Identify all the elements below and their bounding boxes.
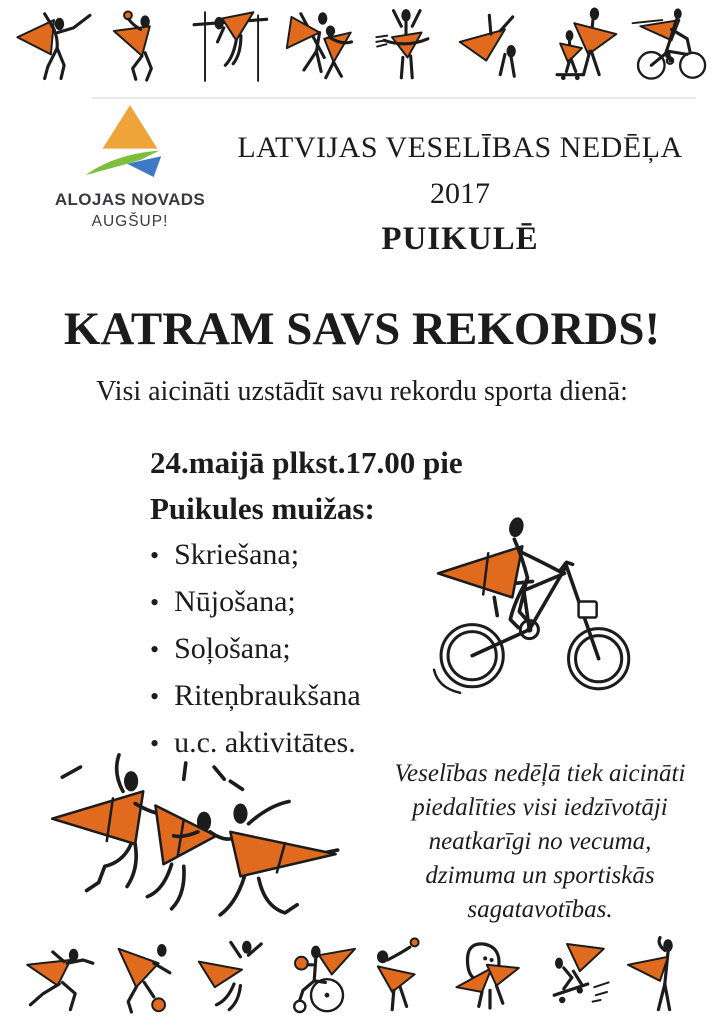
bullet-glyph: •: [150, 635, 160, 664]
note-line: dzimuma un sportiskās: [425, 862, 655, 889]
title-line-1: LATVIJAS VESELĪBAS NEDĒĻA: [237, 131, 683, 164]
activity-label: Soļošana;: [174, 632, 291, 665]
note-line: Veselības nedēļā tiek aicināti: [394, 760, 686, 787]
wheelchair-basketball-icon: [279, 936, 359, 1016]
note-line: piedalīties visi iedzīvotāji: [412, 794, 668, 821]
cartwheel-icon: [452, 6, 536, 84]
scooter-pair-icon: [540, 6, 624, 84]
crouch-figure-icon: [450, 936, 530, 1016]
headline: KATRAM SAVS REKORDS!: [63, 303, 661, 355]
ball-throw-icon: [100, 6, 184, 84]
subheadline: Visi aicināti uzstādīt savu rekordu sporta dienā:: [96, 376, 628, 407]
title-location: PUIKULĒ: [381, 221, 539, 257]
activity-label: Skriešana;: [174, 538, 300, 571]
shot-put-icon: [365, 936, 445, 1016]
divider-line: [92, 97, 696, 99]
hula-hoop-icon: [364, 6, 448, 84]
bullet-glyph: •: [150, 729, 160, 758]
high-jump-icon: [188, 6, 272, 84]
dance-pair-icon: [276, 6, 360, 84]
bullet-glyph: •: [150, 682, 160, 711]
running-icon: [24, 936, 104, 1016]
bullet-glyph: •: [150, 541, 160, 570]
celebrating-figures-illustration: [42, 742, 366, 946]
standing-figure-icon: [620, 936, 700, 1016]
football-icon: [109, 936, 189, 1016]
bullet-glyph: •: [150, 588, 160, 617]
cyclist-illustration: [428, 503, 694, 709]
fencing-icon: [12, 6, 96, 84]
note-line: sagatavotības.: [467, 896, 613, 923]
invitation-note: [372, 757, 708, 927]
alojas-novads-logo: [50, 100, 210, 231]
sport-icons-top-row: [0, 6, 724, 84]
title-line-2: 2017: [430, 177, 490, 210]
activity-label: u.c. aktivitātes.: [174, 726, 356, 759]
logo-slogan-text: AUGŠUP!: [91, 213, 169, 230]
note-line: neatkarīgi no vecuma,: [428, 828, 652, 855]
leap-icon: [194, 936, 274, 1016]
activity-label: Riteņbraukšana: [174, 679, 361, 712]
event-datetime: 24.maijā plkst.17.00 pie: [150, 445, 463, 480]
sport-icons-bottom-row: [0, 934, 724, 1016]
cycling-icon: [628, 6, 712, 84]
alojas-novads-logo-mark: [78, 100, 182, 186]
logo-name-text: ALOJAS NOVADS: [54, 190, 206, 209]
event-place: Puikules muižas:: [150, 491, 375, 526]
activity-label: Nūjošana;: [174, 585, 296, 618]
skateboard-icon: [535, 936, 615, 1016]
